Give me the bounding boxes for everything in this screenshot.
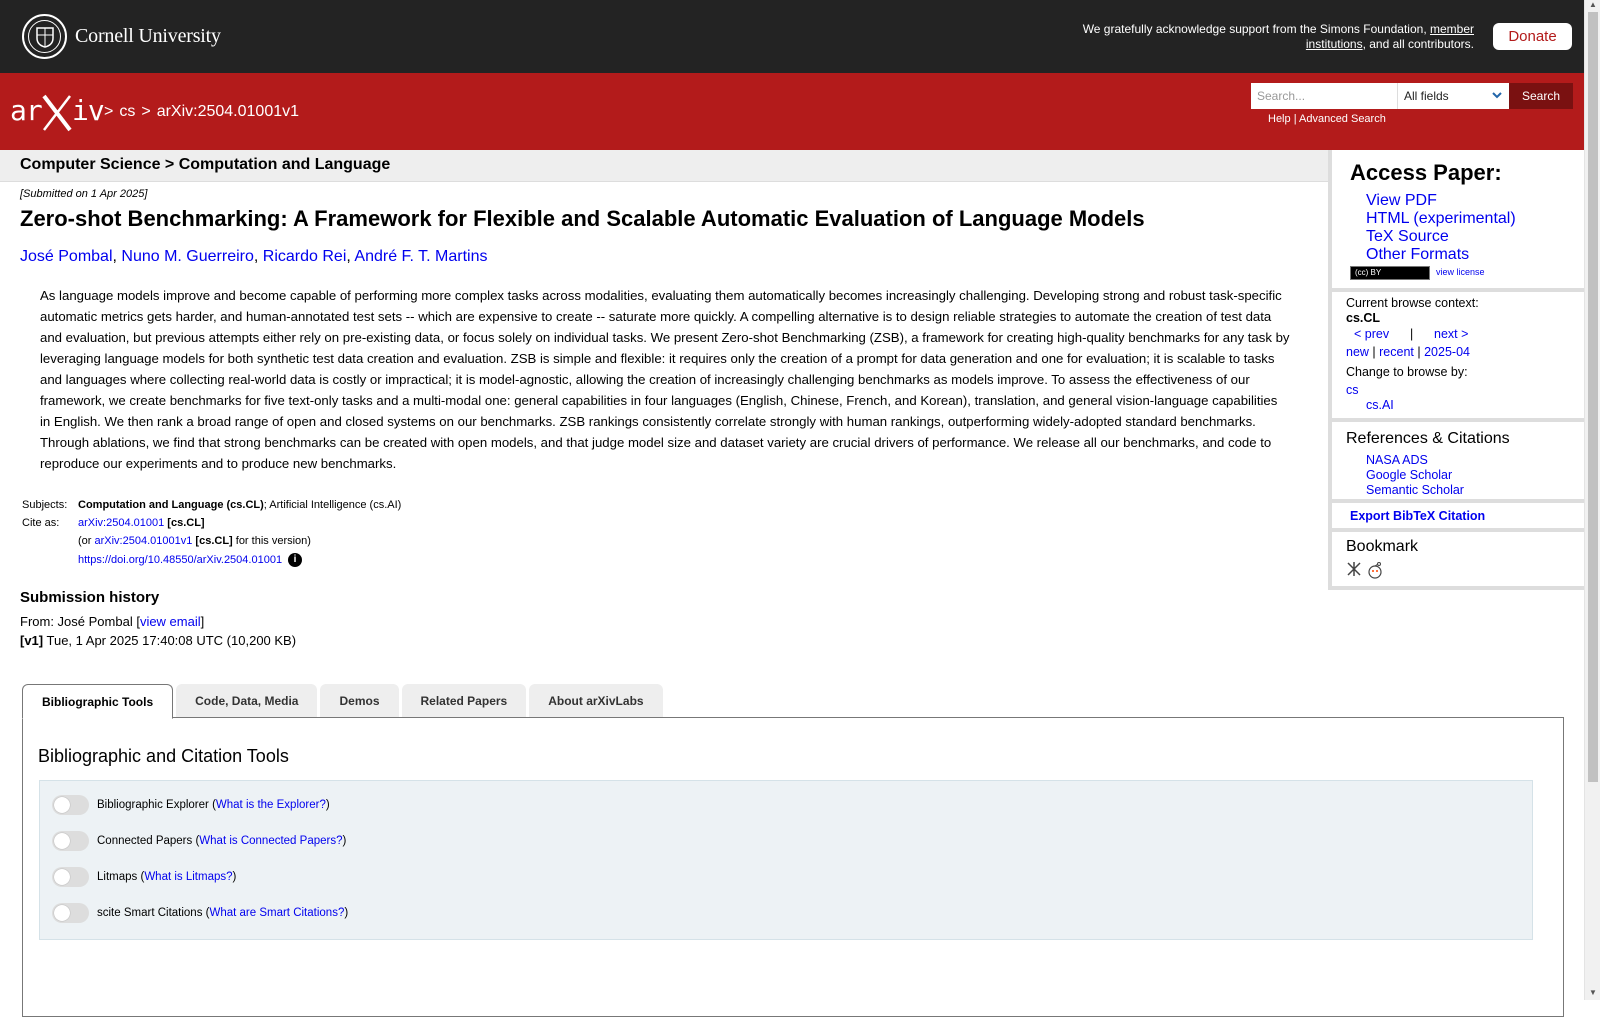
advanced-search-link[interactable]: Advanced Search: [1299, 113, 1386, 125]
tool-info-link[interactable]: What is Litmaps?: [144, 871, 233, 883]
prev-next-nav: [1354, 327, 1468, 341]
history-from-end: ]: [200, 614, 205, 629]
tex-source-link[interactable]: TeX Source: [1366, 228, 1449, 245]
cite-version: [78, 535, 401, 553]
cornell-seal-icon: [22, 14, 67, 59]
tool-row-litmaps: Litmaps ( What is Litmaps? ): [52, 867, 236, 887]
new-link[interactable]: new: [1346, 345, 1369, 359]
chevron-down-icon: [1491, 83, 1503, 118]
semantic-scholar-link[interactable]: Semantic Scholar: [1366, 483, 1464, 497]
breadcrumb-cs[interactable]: cs: [119, 103, 136, 120]
donate-button[interactable]: Donate: [1493, 23, 1572, 50]
search-field-select[interactable]: [1397, 83, 1509, 109]
references-title: References & Citations: [1346, 430, 1510, 447]
toggle-switch[interactable]: [52, 867, 89, 887]
paper-metadata: [22, 499, 401, 573]
help-link[interactable]: Help: [1268, 113, 1291, 125]
scroll-thumb[interactable]: [1588, 12, 1598, 782]
browse-context-value: cs.CL: [1346, 311, 1381, 325]
tool-name: Bibliographic Explorer: [97, 799, 209, 811]
tool-info-link[interactable]: What is the Explorer?: [215, 799, 326, 811]
references-section: [1332, 422, 1588, 503]
secondary-subject: ; Artificial Intelligence (cs.AI): [263, 499, 402, 511]
other-formats-link[interactable]: Other Formats: [1366, 246, 1470, 263]
tool-name: scite Smart Citations: [97, 907, 203, 919]
month-link[interactable]: 2025-04: [1424, 345, 1470, 359]
view-email-link[interactable]: view email: [139, 614, 201, 629]
toggle-switch[interactable]: [52, 903, 89, 923]
search-button[interactable]: Search: [1509, 83, 1573, 109]
labs-tabs: [22, 684, 663, 719]
tab-code-data-media[interactable]: Code, Data, Media: [176, 684, 317, 718]
category-title: Computer Science > Computation and Language: [20, 156, 391, 173]
access-paper-title: Access Paper:: [1350, 160, 1502, 185]
breadcrumb-paper-id: arXiv:2504.01001v1: [156, 103, 300, 120]
version-label: [v1]: [20, 633, 44, 648]
breadcrumb-separator: >: [104, 103, 114, 120]
tab-demos[interactable]: Demos: [320, 684, 398, 718]
cite-version-category: [cs.CL]: [195, 535, 233, 547]
search-input[interactable]: Search...: [1251, 83, 1397, 109]
author-link[interactable]: Ricardo Rei: [262, 248, 347, 265]
submission-date: [Submitted on 1 Apr 2025]: [20, 188, 148, 200]
browse-cs-ai-link[interactable]: cs.AI: [1366, 398, 1394, 412]
tab-related-papers[interactable]: Related Papers: [402, 684, 527, 718]
support-acknowledgement: [1054, 22, 1474, 52]
history-from-text: From: José Pombal [: [20, 614, 140, 629]
doi-row: [78, 553, 401, 573]
tool-info-link[interactable]: What is Connected Papers?: [199, 835, 343, 847]
breadcrumb: [104, 103, 299, 121]
submission-history-title: Submission history: [20, 589, 160, 606]
support-text-suffix: , and all contributors.: [1362, 37, 1474, 51]
change-browse-label: Change to browse by:: [1346, 365, 1468, 379]
next-link[interactable]: next >: [1434, 327, 1469, 341]
info-icon[interactable]: i: [288, 553, 302, 567]
tab-bibliographic-tools[interactable]: Bibliographic Tools: [22, 684, 173, 719]
cornell-banner: [0, 0, 1584, 73]
category-subheader: [0, 150, 1328, 182]
html-experimental-link[interactable]: HTML (experimental): [1366, 210, 1516, 227]
browse-context-section: [1332, 292, 1588, 422]
browse-context-label: Current browse context:: [1346, 296, 1479, 310]
toggle-switch[interactable]: [52, 795, 89, 815]
bibsonomy-icon[interactable]: [1346, 561, 1362, 584]
arxiv-logo-icon: [10, 90, 104, 134]
doi-link[interactable]: https://doi.org/10.48550/arXiv.2504.01001: [78, 553, 283, 566]
tool-row-bibliographic-explorer: Bibliographic Explorer ( What is the Explorer? ): [52, 795, 330, 815]
tool-info-link[interactable]: What are Smart Citations?: [209, 907, 345, 919]
arxiv-header: [0, 73, 1584, 150]
tool-row-scite: scite Smart Citations ( What are Smart Citations? ): [52, 903, 348, 923]
bookmark-section: [1332, 532, 1588, 590]
access-paper-section: [1332, 150, 1588, 292]
cite-value: [78, 517, 401, 535]
tab-panel: [22, 717, 1564, 1017]
reddit-icon[interactable]: [1366, 561, 1384, 584]
author-link[interactable]: José Pombal: [20, 248, 113, 265]
subjects-value: [78, 499, 401, 517]
primary-subject: Computation and Language (cs.CL): [78, 499, 264, 511]
scroll-down-icon[interactable]: ▼: [1589, 988, 1597, 997]
google-scholar-link[interactable]: Google Scholar: [1366, 468, 1453, 482]
author-link[interactable]: André F. T. Martins: [354, 248, 488, 265]
svg-text:iv: iv: [72, 94, 104, 127]
references-links: [1366, 453, 1464, 498]
author-link[interactable]: Nuno M. Guerreiro: [121, 248, 254, 265]
member-institutions-link[interactable]: member institutions: [1305, 22, 1474, 51]
help-separator: |: [1293, 113, 1297, 125]
view-license-link[interactable]: view license: [1436, 267, 1485, 277]
abstract: As language models improve and become capable of performing more complex tasks across modalities, evaluating them automatically becomes increasingly challenging. Developing strong and robust task-specific automatic metrics gets harder, and human-annotated test sets -- which are expensive to create -- saturate more quickly. A compelling alternative is to design reliable strategies to automate the creation of test data and evaluation, but previous attempts either rely on pre-existing data, or focus solely on individual tasks. We present Zero-shot Benchmarking (ZSB), a framework for creating high-quality benchmarks for any task by leveraging language models for both synthetic test data creation and evaluation. ZSB is simple and flexible: it requires only the creation of a prompt for data generation and one for evaluation; it is scalable to tasks and languages where collecting real-world data is costly or impractical; it is model-agnostic, allowing the creation of increasingly challenging benchmarks as models improve. To assess the effectiveness of our framework, we create benchmarks for five text-only tasks and a multi-modal one: general capabilities in four languages (English, Chinese, French, and Korean), translation, and general vision-language capabilities in English. We then rank a broad range of open and closed systems on our benchmarks. ZSB rankings consistently correlate strongly with human rankings, outperforming widely-adopted standard benchmarks. Through ablations, we find that strong benchmarks can be created with open models, and that judge model size and dataset variety are crucial drivers of performance. We release all our benchmarks, and code to reproduce our experiments and to produce new benchmarks.: [40, 288, 1290, 471]
page-scrollbar[interactable]: [1584, 0, 1600, 1000]
toggle-switch[interactable]: [52, 831, 89, 851]
cite-version-suffix: for this version): [232, 535, 311, 547]
scroll-up-icon[interactable]: ▲: [1589, 0, 1597, 9]
version-detail: Tue, 1 Apr 2025 17:40:08 UTC (10,200 KB): [43, 633, 297, 648]
recent-link[interactable]: recent: [1379, 345, 1414, 359]
right-sidebar: [1328, 150, 1584, 590]
view-pdf-link[interactable]: View PDF: [1366, 192, 1437, 209]
svg-text:ar: ar: [10, 94, 42, 127]
arxiv-logo[interactable]: [10, 90, 104, 139]
search-field-value: All fields: [1404, 89, 1449, 103]
cornell-logo[interactable]: [22, 14, 221, 59]
cite-label: Cite as:: [22, 517, 60, 529]
breadcrumb-separator: >: [141, 103, 151, 120]
prev-link[interactable]: < prev: [1354, 327, 1390, 341]
cite-id-link[interactable]: arXiv:2504.01001: [78, 517, 165, 529]
tool-name: Litmaps: [97, 871, 138, 883]
nasa-ads-link[interactable]: NASA ADS: [1366, 453, 1428, 467]
subjects-label: Subjects:: [22, 499, 68, 511]
submission-version-v1: [20, 633, 296, 648]
panel-title: Bibliographic and Citation Tools: [38, 746, 289, 766]
browse-cs-link[interactable]: cs: [1346, 383, 1359, 397]
tab-about-arxivlabs[interactable]: About arXivLabs: [529, 684, 662, 718]
tool-row-connected-papers: Connected Papers ( What is Connected Papers? ): [52, 831, 346, 851]
access-links: [1366, 192, 1516, 264]
listing-links: new | recent | 2025-04: [1346, 345, 1470, 359]
cornell-university-name: Cornell University: [75, 25, 221, 47]
nav-separator: |: [1409, 327, 1414, 341]
cc-by-license-badge[interactable]: (cc) BY: [1350, 266, 1430, 280]
tools-list: [39, 780, 1533, 940]
export-bibtex-link[interactable]: Export BibTeX Citation: [1350, 509, 1486, 523]
author-list: José Pombal, Nuno M. Guerreiro, Ricardo Rei, André F. T. Martins: [20, 248, 488, 265]
paper-title: Zero-shot Benchmarking: A Framework for Flexible and Scalable Automatic Evaluation of Language Models: [20, 206, 1145, 231]
cite-category: [cs.CL]: [167, 517, 205, 529]
tool-name: Connected Papers: [97, 835, 193, 847]
bookmark-title: Bookmark: [1346, 538, 1419, 555]
export-section: [1332, 503, 1588, 532]
bookmark-icons: [1346, 561, 1384, 584]
support-text-prefix: We gratefully acknowledge support from the Simons Foundation,: [1082, 22, 1430, 36]
cite-or-prefix: (or: [78, 535, 95, 547]
cite-version-link[interactable]: arXiv:2504.01001v1: [94, 535, 193, 547]
search-help-links: [1268, 113, 1386, 125]
submission-from: [20, 614, 204, 629]
